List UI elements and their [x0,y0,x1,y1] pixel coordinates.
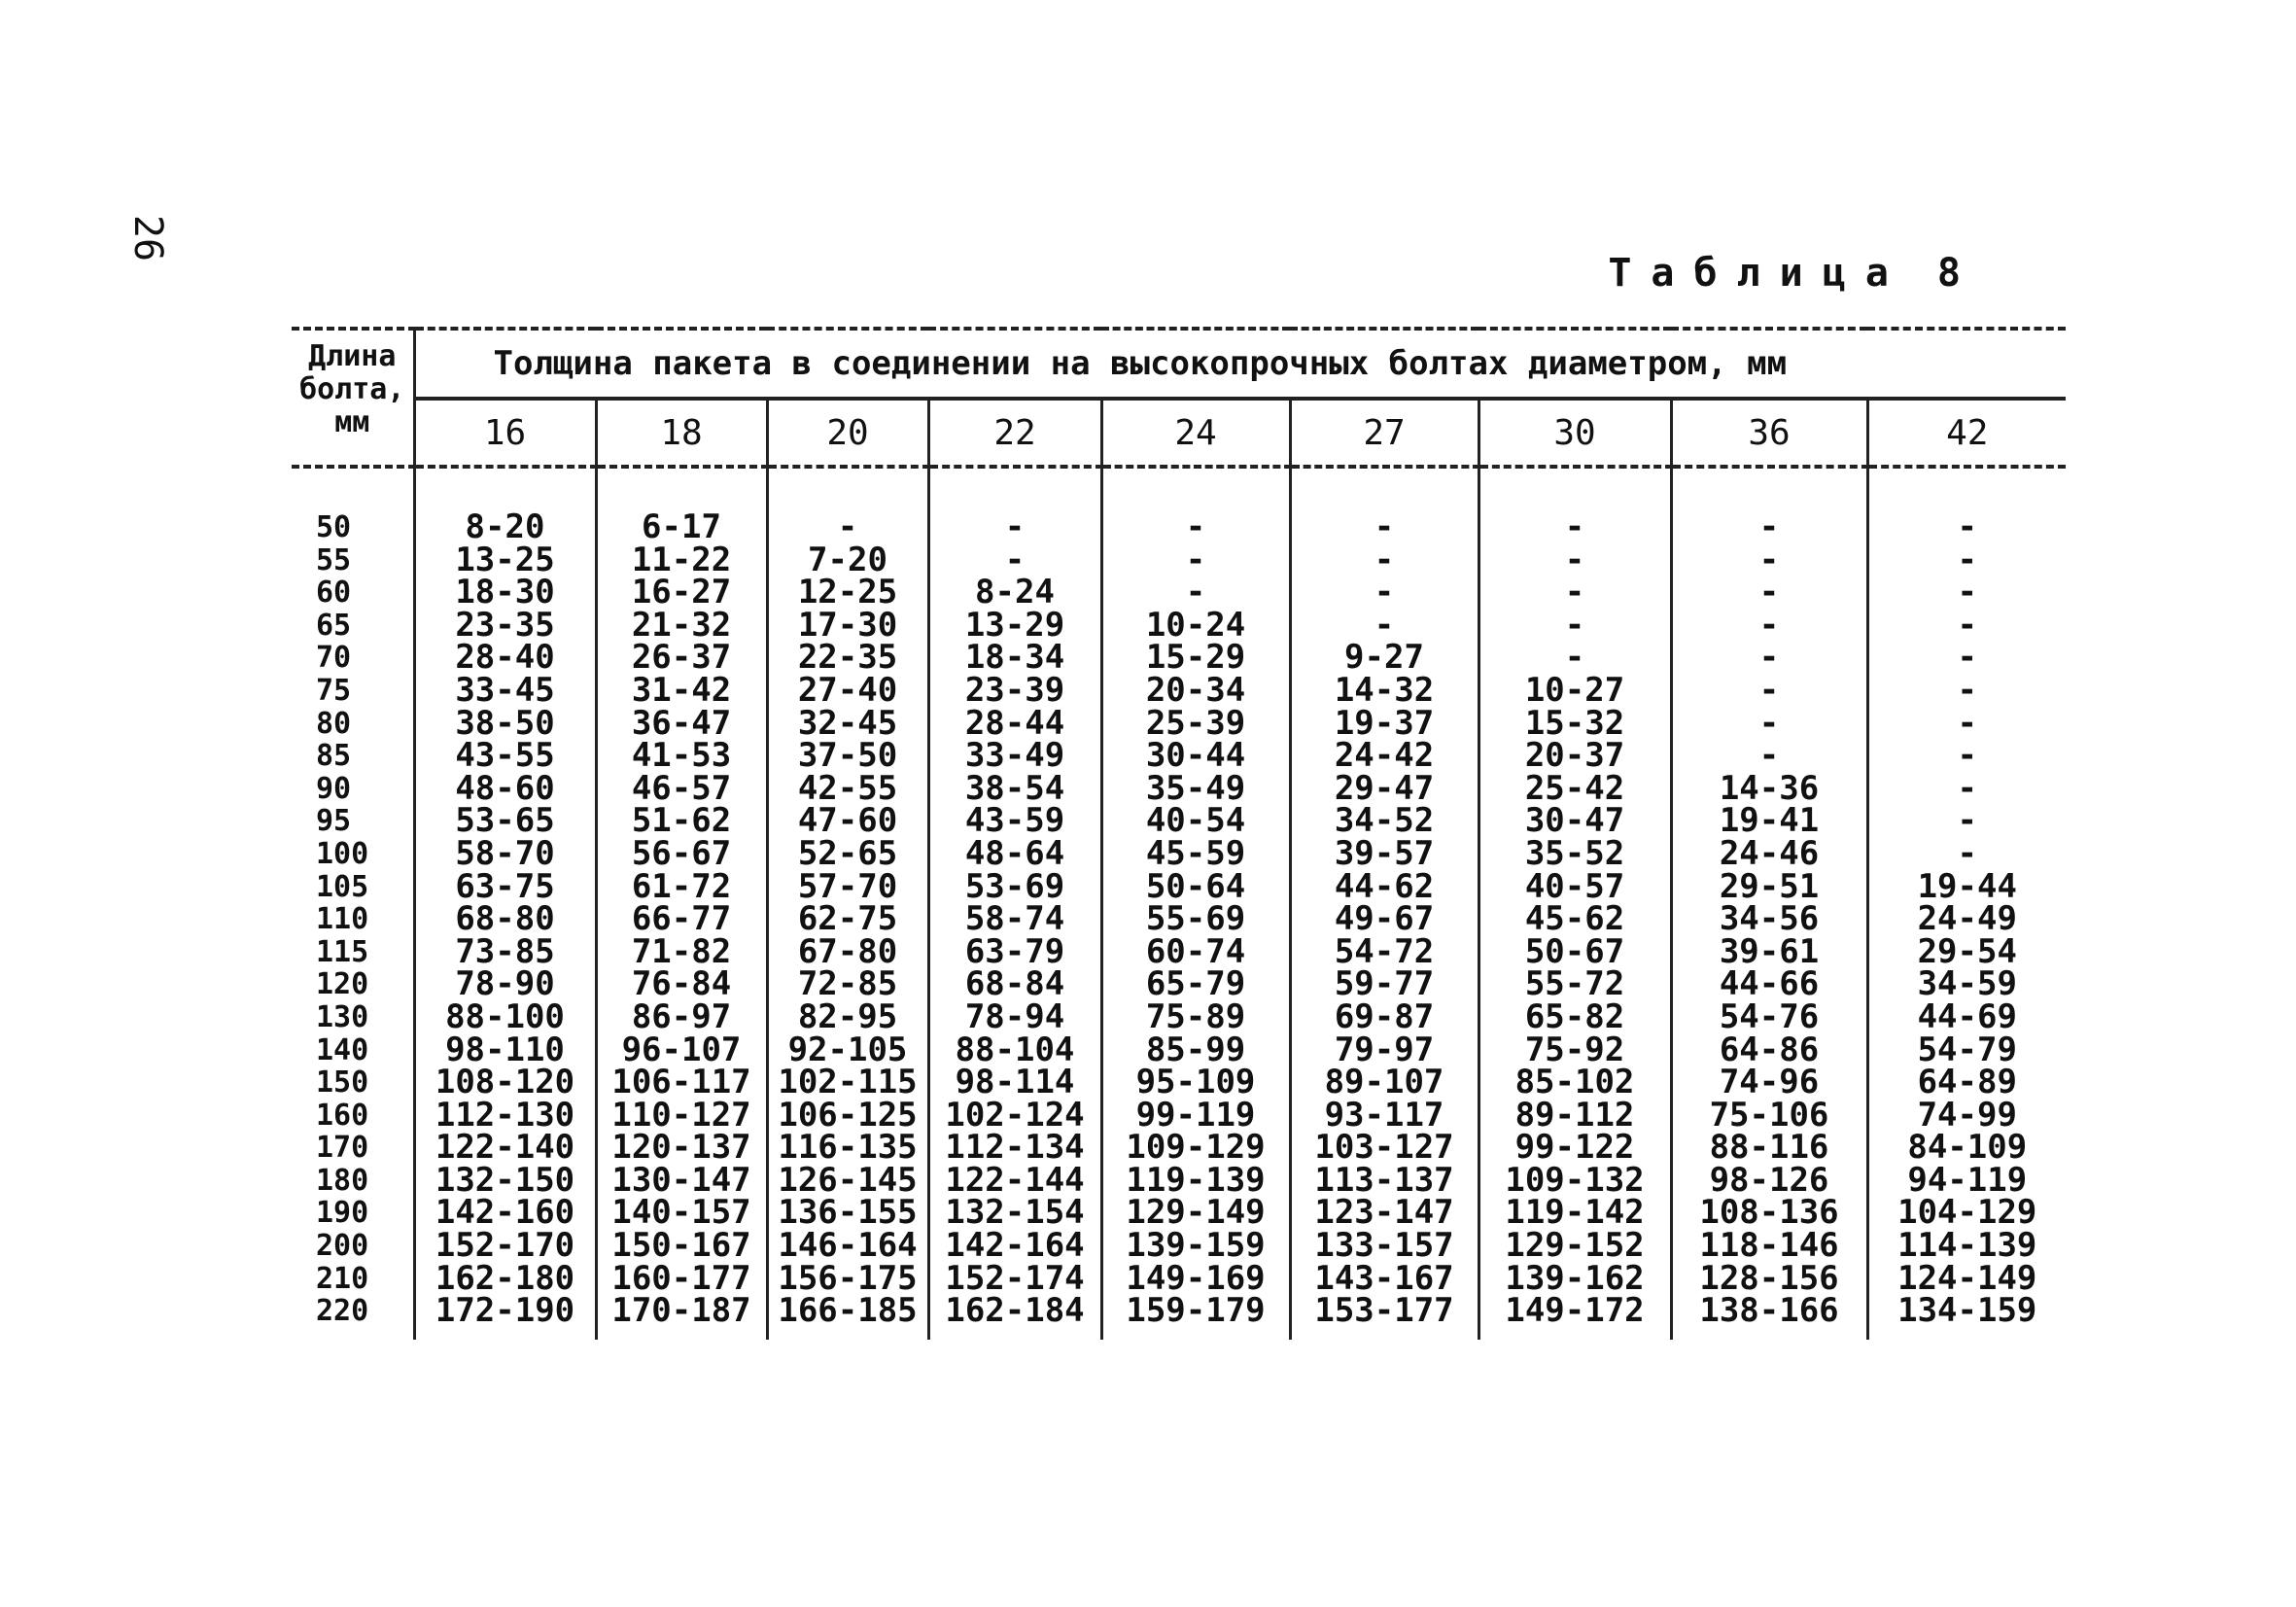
thickness-range-cell: 149-172 [1478,1295,1671,1328]
thickness-range-cell: 110-127 [596,1100,767,1133]
thickness-range-cell: 136-155 [767,1197,928,1230]
table-row [292,610,2066,643]
thickness-range-cell: 25-39 [1101,708,1290,741]
thickness-range-cell: 42-55 [767,773,928,806]
thickness-range-cell: - [1957,605,1977,645]
bolt-length-cell: 85 [292,740,414,773]
thickness-range-cell: 138-166 [1671,1295,1867,1328]
thickness-range-cell: 8-20 [414,511,596,544]
table-row [292,903,2066,936]
bolt-length-cell: 75 [292,675,414,708]
thickness-range-cell: 162-180 [414,1263,596,1296]
thickness-range-cell: 69-87 [1290,1001,1478,1034]
thickness-range-cell: 53-69 [928,871,1101,904]
thickness-range-cell: - [1290,544,1478,577]
thickness-range-cell: - [1957,638,1977,678]
stub-header-line: болта, [299,372,405,406]
thickness-range-cell: 89-107 [1290,1066,1478,1100]
diameter-header: 18 [596,399,767,467]
thickness-range-cell: 119-142 [1478,1197,1671,1230]
bolt-length-cell: 55 [292,544,414,577]
bolt-length-cell: 210 [292,1263,414,1296]
thickness-range-cell: 122-144 [928,1165,1101,1198]
thickness-range-cell: 32-45 [767,708,928,741]
table-label: Таблица [1608,251,1908,296]
bolt-length-cell: 80 [292,708,414,741]
table-row [292,773,2066,806]
bolt-length-cell: 60 [292,576,414,610]
thickness-range-cell: 47-60 [767,805,928,838]
thickness-range-cell: 86-97 [596,1001,767,1034]
table-row [292,1263,2066,1296]
thickness-range-cell: 25-42 [1478,773,1671,806]
thickness-range-cell: 20-34 [1101,675,1290,708]
thickness-range-cell: 20-37 [1478,740,1671,773]
thickness-range-cell: 46-57 [596,773,767,806]
thickness-range-cell: - [1290,610,1478,643]
thickness-range-cell: 130-147 [596,1165,767,1198]
thickness-range-cell: 140-157 [596,1197,767,1230]
bolt-length-cell: 190 [292,1197,414,1230]
table-number: 8 [1936,251,1961,296]
thickness-range-cell: 37-50 [767,740,928,773]
thickness-range-cell: 114-139 [1897,1226,2037,1266]
thickness-range-cell: - [1957,670,1977,710]
thickness-range-cell: 60-74 [1101,936,1290,969]
bolt-length-cell: 160 [292,1100,414,1133]
thickness-range-cell: 30-44 [1101,740,1290,773]
thickness-range-cell: 128-156 [1671,1263,1867,1296]
thickness-range-cell: - [1101,576,1290,610]
thickness-range-cell: 33-45 [414,675,596,708]
bolt-length-cell: 105 [292,871,414,904]
thickness-range-cell: 45-62 [1478,903,1671,936]
thickness-range-cell: 13-29 [928,610,1101,643]
thickness-range-cell: 62-75 [767,903,928,936]
thickness-range-cell: 160-177 [596,1263,767,1296]
thickness-range-cell: 64-89 [1917,1063,2017,1102]
thickness-range-cell: 134-159 [1897,1291,2037,1331]
thickness-range-cell: 142-160 [414,1197,596,1230]
thickness-range-cell: - [1671,511,1867,544]
thickness-range-cell: 61-72 [596,871,767,904]
thickness-range-cell: 102-124 [928,1100,1101,1133]
thickness-range-cell: 79-97 [1290,1034,1478,1067]
thickness-range-cell: - [1290,576,1478,610]
thickness-range-cell: 129-152 [1478,1230,1671,1263]
thickness-range-cell: 35-52 [1478,838,1671,871]
diameter-header: 24 [1101,399,1290,467]
thickness-range-cell: 96-107 [596,1034,767,1067]
thickness-range-cell: 65-79 [1101,968,1290,1001]
table-caption [1608,251,1961,296]
thickness-range-cell: - [928,511,1101,544]
thickness-range-cell: - [1957,540,1977,579]
thickness-range-cell: 19-41 [1671,805,1867,838]
thickness-range-cell: 89-112 [1478,1100,1671,1133]
thickness-range-cell: 106-125 [767,1100,928,1133]
thickness-range-cell: 23-39 [928,675,1101,708]
thickness-range-cell: 17-30 [767,610,928,643]
bolt-length-cell: 130 [292,1001,414,1034]
bolt-length-cell: 95 [292,805,414,838]
table-row [292,740,2066,773]
thickness-range-cell: 132-154 [928,1197,1101,1230]
thickness-range-cell: 65-82 [1478,1001,1671,1034]
thickness-range-cell: 40-54 [1101,805,1290,838]
thickness-range-cell: 18-30 [414,576,596,610]
thickness-range-cell: 35-49 [1101,773,1290,806]
table-row [292,576,2066,610]
thickness-range-cell: 13-25 [414,544,596,577]
thickness-range-cell: 76-84 [596,968,767,1001]
diameter-header: 20 [767,399,928,467]
thickness-range-cell: 112-134 [928,1132,1101,1165]
thickness-range-cell: 150-167 [596,1230,767,1263]
thickness-range-cell: 108-120 [414,1066,596,1100]
thickness-range-cell: 74-96 [1671,1066,1867,1100]
thickness-range-cell: 99-122 [1478,1132,1671,1165]
thickness-range-cell: 66-77 [596,903,767,936]
thickness-range-cell: 75-92 [1478,1034,1671,1067]
thickness-range-cell: 55-72 [1478,968,1671,1001]
stub-header-line: мм [334,405,370,439]
diameter-header: 30 [1478,399,1671,467]
thickness-range-cell: - [1671,576,1867,610]
thickness-range-cell: 132-150 [414,1165,596,1198]
thickness-range-cell: 45-59 [1101,838,1290,871]
thickness-range-cell: 133-157 [1290,1230,1478,1263]
thickness-range-cell: 82-95 [767,1001,928,1034]
table-row [292,1165,2066,1198]
thickness-range-cell: 74-99 [1917,1095,2017,1135]
thickness-range-cell: 39-61 [1671,936,1867,969]
thickness-range-cell: 36-47 [596,708,767,741]
thickness-range-cell: 21-32 [596,610,767,643]
thickness-range-cell: 34-56 [1671,903,1867,936]
thickness-range-cell: 78-90 [414,968,596,1001]
thickness-range-cell: 19-44 [1917,866,2017,906]
spacer-row [292,467,2066,511]
thickness-range-cell: 28-44 [928,708,1101,741]
thickness-range-cell: 93-117 [1290,1100,1478,1133]
thickness-range-cell: 149-169 [1101,1263,1290,1296]
thickness-range-cell: 51-62 [596,805,767,838]
stub-header-line: Длина [308,339,397,373]
thickness-range-cell: 14-32 [1290,675,1478,708]
thickness-range-cell: 109-132 [1478,1165,1671,1198]
thickness-range-cell: 14-36 [1671,773,1867,806]
thickness-range-cell: 19-37 [1290,708,1478,741]
bolt-length-cell: 140 [292,1034,414,1067]
diameter-header: 16 [414,399,596,467]
thickness-range-cell: 88-116 [1671,1132,1867,1165]
thickness-range-cell: 152-174 [928,1263,1101,1296]
thickness-range-cell: 15-32 [1478,708,1671,741]
thickness-range-cell: 52-65 [767,838,928,871]
thickness-range-cell: 12-25 [767,576,928,610]
thickness-range-cell: 166-185 [767,1295,928,1328]
thickness-range-cell: 29-47 [1290,773,1478,806]
thickness-range-cell: 50-67 [1478,936,1671,969]
thickness-range-cell: 75-106 [1671,1100,1867,1133]
thickness-range-cell: 29-51 [1671,871,1867,904]
thickness-range-cell: 146-164 [767,1230,928,1263]
thickness-range-cell: 63-75 [414,871,596,904]
spanning-header: Толщина пакета в соединении на высокопрочных болтах диаметром, мм [414,329,2066,399]
thickness-range-cell: 156-175 [767,1263,928,1296]
thickness-range-cell: 109-129 [1101,1132,1290,1165]
thickness-range-cell: 88-104 [928,1034,1101,1067]
thickness-range-cell: 72-85 [767,968,928,1001]
thickness-range-cell: 103-127 [1290,1132,1478,1165]
thickness-range-cell: - [1957,801,1977,841]
bolt-length-cell: 100 [292,838,414,871]
thickness-range-cell: 54-72 [1290,936,1478,969]
thickness-range-cell: - [1957,736,1977,776]
bolt-length-cell: 70 [292,642,414,675]
thickness-range-cell: 34-52 [1290,805,1478,838]
thickness-range-cell: 139-162 [1478,1263,1671,1296]
thickness-range-cell: 75-89 [1101,1001,1290,1034]
thickness-range-cell: 170-187 [596,1295,767,1328]
thickness-range-cell: 44-69 [1917,996,2017,1036]
bolt-length-cell: 50 [292,511,414,544]
table-row [292,1001,2066,1034]
diameter-header: 42 [1867,399,2066,467]
thickness-range-cell: - [928,544,1101,577]
thickness-range-cell: 159-179 [1101,1295,1290,1328]
thickness-range-cell: 30-47 [1478,805,1671,838]
thickness-range-cell: 48-60 [414,773,596,806]
thickness-range-cell: 85-102 [1478,1066,1671,1100]
thickness-range-cell: - [1101,544,1290,577]
thickness-range-cell: 118-146 [1671,1230,1867,1263]
thickness-range-cell: 58-74 [928,903,1101,936]
thickness-range-cell: 49-67 [1290,903,1478,936]
table-row [292,1197,2066,1230]
thickness-range-cell: 24-49 [1917,899,2017,939]
thickness-range-cell: - [1671,610,1867,643]
thickness-range-cell: 120-137 [596,1132,767,1165]
thickness-range-cell: 113-137 [1290,1165,1478,1198]
thickness-range-cell: - [1671,740,1867,773]
thickness-range-cell: 18-34 [928,642,1101,675]
thickness-range-cell: 99-119 [1101,1100,1290,1133]
thickness-range-cell: 142-164 [928,1230,1101,1263]
thickness-range-cell: 53-65 [414,805,596,838]
thickness-range-cell: 8-24 [928,576,1101,610]
thickness-range-cell: 27-40 [767,675,928,708]
thickness-range-cell: 48-64 [928,838,1101,871]
thickness-range-cell: 98-110 [414,1034,596,1067]
table-row [292,1230,2066,1263]
thickness-range-cell: 26-37 [596,642,767,675]
thickness-range-cell: 10-24 [1101,610,1290,643]
thickness-range-cell: 85-99 [1101,1034,1290,1067]
thickness-range-cell: 9-27 [1290,642,1478,675]
thickness-range-cell: 7-20 [767,544,928,577]
bolt-length-cell: 115 [292,936,414,969]
thickness-range-cell: - [1101,511,1290,544]
thickness-range-cell: 44-66 [1671,968,1867,1001]
bolt-length-cell: 180 [292,1165,414,1198]
table-row [292,1295,2066,1328]
table-row [292,968,2066,1001]
thickness-range-cell: 54-76 [1671,1001,1867,1034]
thickness-range-cell: 6-17 [596,511,767,544]
stub-header [292,329,414,467]
thickness-range-cell: 122-140 [414,1132,596,1165]
thickness-range-cell: - [1478,544,1671,577]
diameter-header: 27 [1290,399,1478,467]
thickness-range-cell: - [1478,576,1671,610]
thickness-range-cell: 33-49 [928,740,1101,773]
thickness-range-cell: 39-57 [1290,838,1478,871]
thickness-range-cell: - [1671,544,1867,577]
thickness-range-cell: 124-149 [1897,1258,2037,1298]
thickness-range-cell: 63-79 [928,936,1101,969]
bolt-length-cell: 65 [292,610,414,643]
thickness-range-cell: - [1478,642,1671,675]
thickness-range-cell: 119-139 [1101,1165,1290,1198]
bolt-length-cell: 120 [292,968,414,1001]
thickness-range-cell: - [1290,511,1478,544]
thickness-range-cell: 94-119 [1907,1160,2028,1200]
bolt-length-cell: 170 [292,1132,414,1165]
table-row [292,511,2066,544]
thickness-range-cell: 29-54 [1917,931,2017,971]
thickness-range-cell: - [1957,703,1977,743]
table-row [292,675,2066,708]
thickness-range-cell: 112-130 [414,1100,596,1133]
thickness-range-cell: 129-149 [1101,1197,1290,1230]
thickness-range-cell: 28-40 [414,642,596,675]
thickness-range-cell: 172-190 [414,1295,596,1328]
thickness-range-cell: 73-85 [414,936,596,969]
thickness-range-cell: 98-114 [928,1066,1101,1100]
table-row [292,838,2066,871]
thickness-range-cell: 23-35 [414,610,596,643]
bolt-table [292,327,2066,1340]
page-number: 26 [125,214,171,262]
thickness-range-cell: 11-22 [596,544,767,577]
bolt-length-cell: 220 [292,1295,414,1328]
thickness-range-cell: - [1671,675,1867,708]
thickness-range-cell: 68-80 [414,903,596,936]
thickness-range-cell: 67-80 [767,936,928,969]
thickness-range-cell: 78-94 [928,1001,1101,1034]
thickness-range-cell: 126-145 [767,1165,928,1198]
thickness-range-cell: 92-105 [767,1034,928,1067]
bolt-length-cell: 90 [292,773,414,806]
thickness-range-cell: - [1478,511,1671,544]
thickness-range-cell: - [1671,708,1867,741]
thickness-range-cell: 123-147 [1290,1197,1478,1230]
thickness-range-cell: 116-135 [767,1132,928,1165]
thickness-range-cell: - [1957,573,1977,612]
thickness-range-cell: 58-70 [414,838,596,871]
table-row [292,871,2066,904]
thickness-range-cell: 95-109 [1101,1066,1290,1100]
thickness-range-cell: 54-79 [1917,1030,2017,1069]
thickness-range-cell: 38-50 [414,708,596,741]
thickness-range-cell: - [1957,768,1977,808]
thickness-range-cell: 59-77 [1290,968,1478,1001]
thickness-range-cell: 108-136 [1671,1197,1867,1230]
thickness-range-cell: 10-27 [1478,675,1671,708]
thickness-range-cell: - [1957,833,1977,873]
bolt-length-cell: 150 [292,1066,414,1100]
table-row [292,544,2066,577]
thickness-range-cell: 43-59 [928,805,1101,838]
thickness-range-cell: 106-117 [596,1066,767,1100]
thickness-range-cell: 34-59 [1917,964,2017,1004]
thickness-range-cell: 31-42 [596,675,767,708]
table-row [292,642,2066,675]
thickness-range-cell: - [1478,610,1671,643]
bolt-length-cell: 110 [292,903,414,936]
thickness-range-cell: 15-29 [1101,642,1290,675]
thickness-range-cell: 152-170 [414,1230,596,1263]
thickness-range-cell: 143-167 [1290,1263,1478,1296]
thickness-range-cell: - [1957,507,1977,546]
table-row [292,1034,2066,1067]
thickness-range-cell: 153-177 [1290,1295,1478,1328]
table-row [292,1066,2066,1100]
thickness-range-cell: 68-84 [928,968,1101,1001]
thickness-range-cell: 24-46 [1671,838,1867,871]
thickness-range-cell: 50-64 [1101,871,1290,904]
thickness-range-cell: - [1671,642,1867,675]
table-row [292,1100,2066,1133]
thickness-range-cell: 55-69 [1101,903,1290,936]
thickness-range-cell: 84-109 [1907,1128,2028,1168]
thickness-range-cell: 162-184 [928,1295,1101,1328]
thickness-range-cell: 98-126 [1671,1165,1867,1198]
thickness-range-cell: 44-62 [1290,871,1478,904]
bolt-length-cell: 200 [292,1230,414,1263]
table-row [292,936,2066,969]
diameter-header: 22 [928,399,1101,467]
thickness-range-cell: 56-67 [596,838,767,871]
thickness-range-cell: 71-82 [596,936,767,969]
table-row [292,1132,2066,1165]
table-row [292,708,2066,741]
thickness-range-cell: 43-55 [414,740,596,773]
thickness-range-cell: 24-42 [1290,740,1478,773]
table-row [292,805,2066,838]
diameter-header: 36 [1671,399,1867,467]
thickness-range-cell: 16-27 [596,576,767,610]
thickness-range-cell: 104-129 [1897,1193,2037,1233]
thickness-range-cell: - [767,511,928,544]
thickness-range-cell: 88-100 [414,1001,596,1034]
thickness-range-cell: 57-70 [767,871,928,904]
thickness-range-cell: 40-57 [1478,871,1671,904]
thickness-range-cell: 64-86 [1671,1034,1867,1067]
thickness-range-cell: 139-159 [1101,1230,1290,1263]
thickness-range-cell: 41-53 [596,740,767,773]
thickness-range-cell: 22-35 [767,642,928,675]
thickness-range-cell: 38-54 [928,773,1101,806]
thickness-range-cell: 102-115 [767,1066,928,1100]
